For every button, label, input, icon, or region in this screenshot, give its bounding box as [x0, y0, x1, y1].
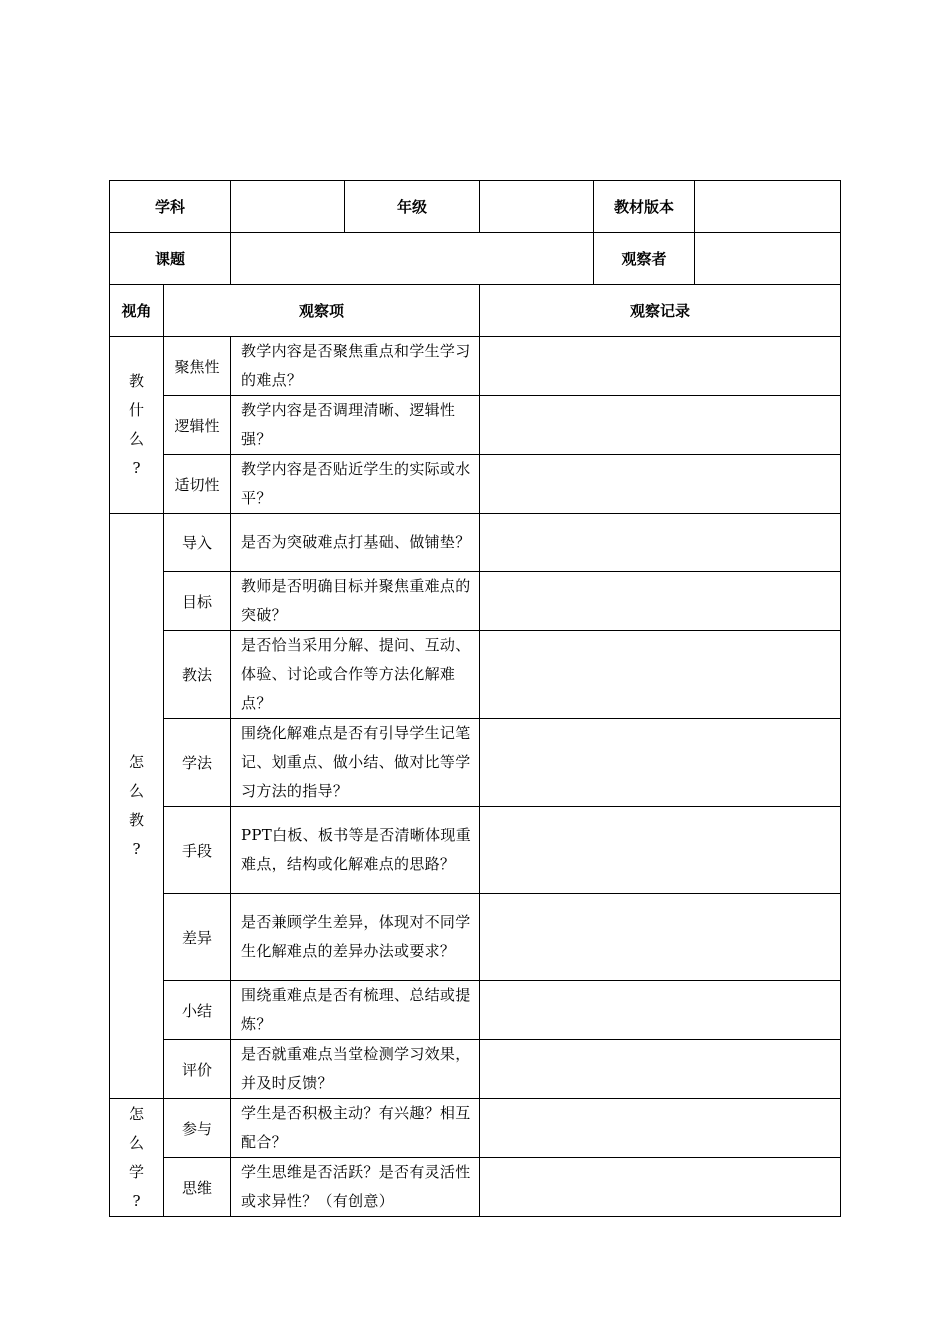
observation-question: 教师是否明确目标并聚焦重难点的突破？ — [231, 572, 480, 631]
subject-field[interactable] — [231, 181, 345, 233]
observation-item: 思维 — [164, 1158, 231, 1217]
observation-item: 参与 — [164, 1099, 231, 1158]
table-row — [110, 455, 841, 514]
observation-record-field[interactable] — [480, 337, 841, 396]
table-row — [110, 337, 841, 396]
perspective-char: 教 — [128, 811, 144, 829]
observation-record-field[interactable] — [480, 1099, 841, 1158]
table-row — [110, 1099, 841, 1158]
grade-label: 年级 — [345, 181, 480, 233]
header-row-2 — [110, 233, 841, 285]
observation-item: 学法 — [164, 719, 231, 807]
observation-question: 围绕重难点是否有梳理、总结或提炼？ — [231, 981, 480, 1040]
perspective-char: 么 — [128, 782, 144, 800]
perspective-char: 怎 — [128, 753, 144, 771]
edition-label: 教材版本 — [594, 181, 695, 233]
perspective-char: ? — [132, 840, 141, 858]
edition-field[interactable] — [695, 181, 841, 233]
observation-record-field[interactable] — [480, 572, 841, 631]
perspective-cell — [110, 337, 164, 514]
observation-question: PPT白板、板书等是否清晰体现重难点，结构或化解难点的思路？ — [231, 807, 480, 894]
table-row — [110, 1158, 841, 1217]
observation-question: 学生思维是否活跃？是否有灵活性或求异性？（有创意） — [231, 1158, 480, 1217]
observation-record-field[interactable] — [480, 514, 841, 572]
observation-item: 教法 — [164, 631, 231, 719]
observation-question: 是否恰当采用分解、提问、互动、体验、讨论或合作等方法化解难点？ — [231, 631, 480, 719]
perspective-cell — [110, 514, 164, 1099]
observation-record-field[interactable] — [480, 631, 841, 719]
observation-record-field[interactable] — [480, 1040, 841, 1099]
grade-field[interactable] — [480, 181, 594, 233]
observation-item: 小结 — [164, 981, 231, 1040]
perspective-char: 么 — [128, 430, 144, 448]
table-row — [110, 631, 841, 719]
column-header-row — [110, 285, 841, 337]
observation-item: 适切性 — [164, 455, 231, 514]
observation-form — [109, 180, 841, 1217]
table-row — [110, 807, 841, 894]
perspective-char: ? — [132, 459, 141, 477]
perspective-char: 么 — [128, 1133, 144, 1152]
record-header: 观察记录 — [480, 285, 841, 337]
observation-item: 导入 — [164, 514, 231, 572]
observer-label: 观察者 — [594, 233, 695, 285]
table-row — [110, 514, 841, 572]
table-row — [110, 719, 841, 807]
header-row-1 — [110, 181, 841, 233]
observation-record-field[interactable] — [480, 455, 841, 514]
observation-question: 是否为突破难点打基础、做铺垫？ — [231, 514, 480, 572]
observer-field[interactable] — [695, 233, 841, 285]
observation-record-field[interactable] — [480, 396, 841, 455]
table-row — [110, 981, 841, 1040]
subject-label: 学科 — [110, 181, 231, 233]
topic-field[interactable] — [231, 233, 594, 285]
observation-record-field[interactable] — [480, 1158, 841, 1217]
table-row — [110, 396, 841, 455]
observation-item: 逻辑性 — [164, 396, 231, 455]
perspective-char: 怎 — [128, 1104, 144, 1123]
observation-record-field[interactable] — [480, 894, 841, 981]
observation-item: 聚焦性 — [164, 337, 231, 396]
item-header: 观察项 — [164, 285, 480, 337]
observation-question: 是否兼顾学生差异，体现对不同学生化解难点的差异办法或要求？ — [231, 894, 480, 981]
perspective-char: 学 — [128, 1162, 144, 1181]
observation-question: 教学内容是否聚焦重点和学生学习的难点？ — [231, 337, 480, 396]
table-row — [110, 572, 841, 631]
observation-question: 围绕化解难点是否有引导学生记笔记、划重点、做小结、做对比等学习方法的指导？ — [231, 719, 480, 807]
perspective-char: 什 — [128, 401, 144, 419]
perspective-char: ? — [132, 1191, 141, 1210]
perspective-header: 视角 — [110, 285, 164, 337]
observation-item: 目标 — [164, 572, 231, 631]
table-row — [110, 1040, 841, 1099]
perspective-cell — [110, 1099, 164, 1217]
observation-question: 教学内容是否贴近学生的实际或水平？ — [231, 455, 480, 514]
table-row — [110, 894, 841, 981]
observation-record-field[interactable] — [480, 981, 841, 1040]
observation-question: 教学内容是否调理清晰、逻辑性强？ — [231, 396, 480, 455]
observation-record-field[interactable] — [480, 807, 841, 894]
observation-record-field[interactable] — [480, 719, 841, 807]
observation-item: 差异 — [164, 894, 231, 981]
observation-question: 是否就重难点当堂检测学习效果，并及时反馈？ — [231, 1040, 480, 1099]
perspective-char: 教 — [128, 372, 144, 390]
observation-item: 手段 — [164, 807, 231, 894]
observation-item: 评价 — [164, 1040, 231, 1099]
topic-label: 课题 — [110, 233, 231, 285]
observation-question: 学生是否积极主动？有兴趣？相互配合？ — [231, 1099, 480, 1158]
